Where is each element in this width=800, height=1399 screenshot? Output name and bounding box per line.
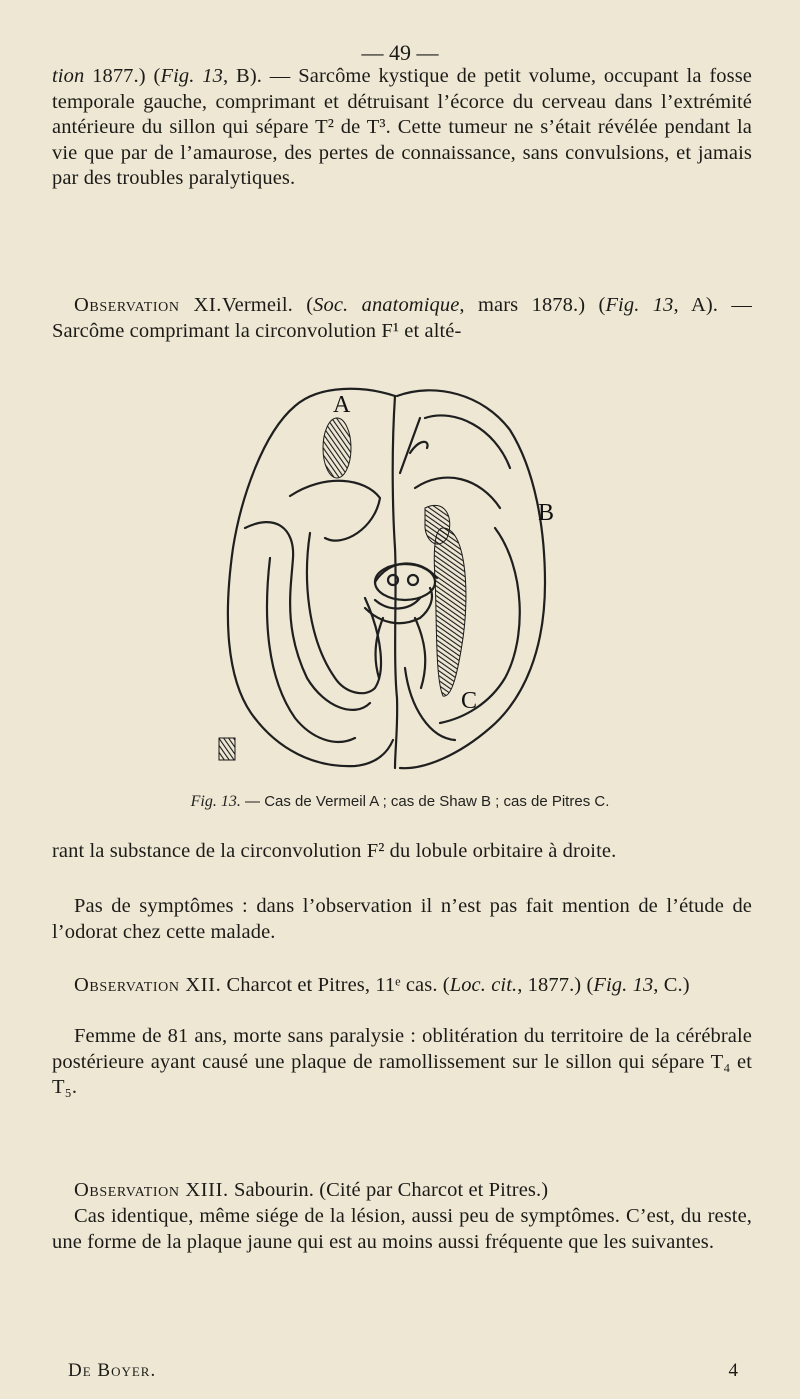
observation-13-label: Observation XIII. [74,1179,229,1201]
brain-figure [215,378,560,788]
paragraph-intro [52,64,752,192]
paragraph-continuation: rant la substance de la circonvolution F² du lobule orbitaire à droite. [52,840,617,862]
paragraph-case-13: Cas identique, même siége de la lésion, aussi peu de symptômes. C’est, du reste, une forme de la plaque jaune qui est au moins aussi fréquente que les suivantes. [52,1205,752,1253]
footer-signature: De Boyer. [68,1360,157,1381]
observation-12-source: Loc. cit. [449,974,518,996]
figure-caption [0,793,800,811]
observation-11-body: , A). — Sarcôme comprimant la circonvolution F¹ et alté- [52,294,752,342]
label-b: B [538,500,555,526]
page-number: — 49 — [361,40,439,65]
observation-12-author: Charcot et Pitres, 11ᵉ cas. ( [221,974,450,996]
brain-diagram [215,378,560,788]
observation-11-label: Observation XI. [74,294,223,316]
observation-11-date: , mars 1878.) ( [459,294,606,316]
observation-11-author: Vermeil. ( [222,294,314,316]
figure-reference: Fig. 13 [605,294,674,316]
observation-12-case: , C.) [653,974,690,996]
observation-13-author: Sabourin. (Cité par Charcot et Pitres.) [228,1179,549,1201]
paragraph-intro-italic: tion [52,65,85,87]
caption-figure-number: Fig. 13. [190,793,241,810]
paragraph-intro-body: , B). — Sarcôme kystique de petit volume, occupant la fosse temporale gauche, comprimant et détruisant l’écorce du cerveau dans l’extrémité antérieure du sillon qui sépare T² de T³. Cette tumeur ne s’était révélée pendant la vie que par de l’amaurose, des pertes de connaissance, sans convulsions, et jamais par des troubles paralytiques. [52,65,752,189]
paragraph-intro-year: 1877.) ( [84,65,161,87]
label-c: C [461,688,478,714]
observation-11-source: Soc. anatomique [313,294,460,316]
footer-sheet-number: 4 [728,1360,738,1381]
page-footer [68,1360,738,1382]
observation-13 [52,1178,752,1204]
lesion-a [323,418,351,478]
observation-12-date: , 1877.) ( [517,974,594,996]
observation-11 [52,293,752,344]
paragraph-case-12: Femme de 81 ans, morte sans paralysie : oblitération du territoire de la cérébrale postérieure ayant causé une plaque de ramollissement sur le sillon qui sépare T₄ et T₅. [52,1025,752,1098]
figure-reference: Fig. 13 [160,65,223,87]
observation-12-label: Observation XII. [74,974,222,996]
observation-12 [52,973,752,999]
label-a: A [333,392,351,418]
figure-reference: Fig. 13 [593,974,654,996]
left-hemisphere-outline [228,389,395,766]
lesion-b [434,528,466,696]
paragraph-symptoms: Pas de symptômes : dans l’observation il n’est pas fait mention de l’étude de l’odorat chez cette malade. [52,895,752,943]
caption-text: — Cas de Vermeil A ; cas de Shaw B ; cas de Pitres C. [240,793,610,810]
